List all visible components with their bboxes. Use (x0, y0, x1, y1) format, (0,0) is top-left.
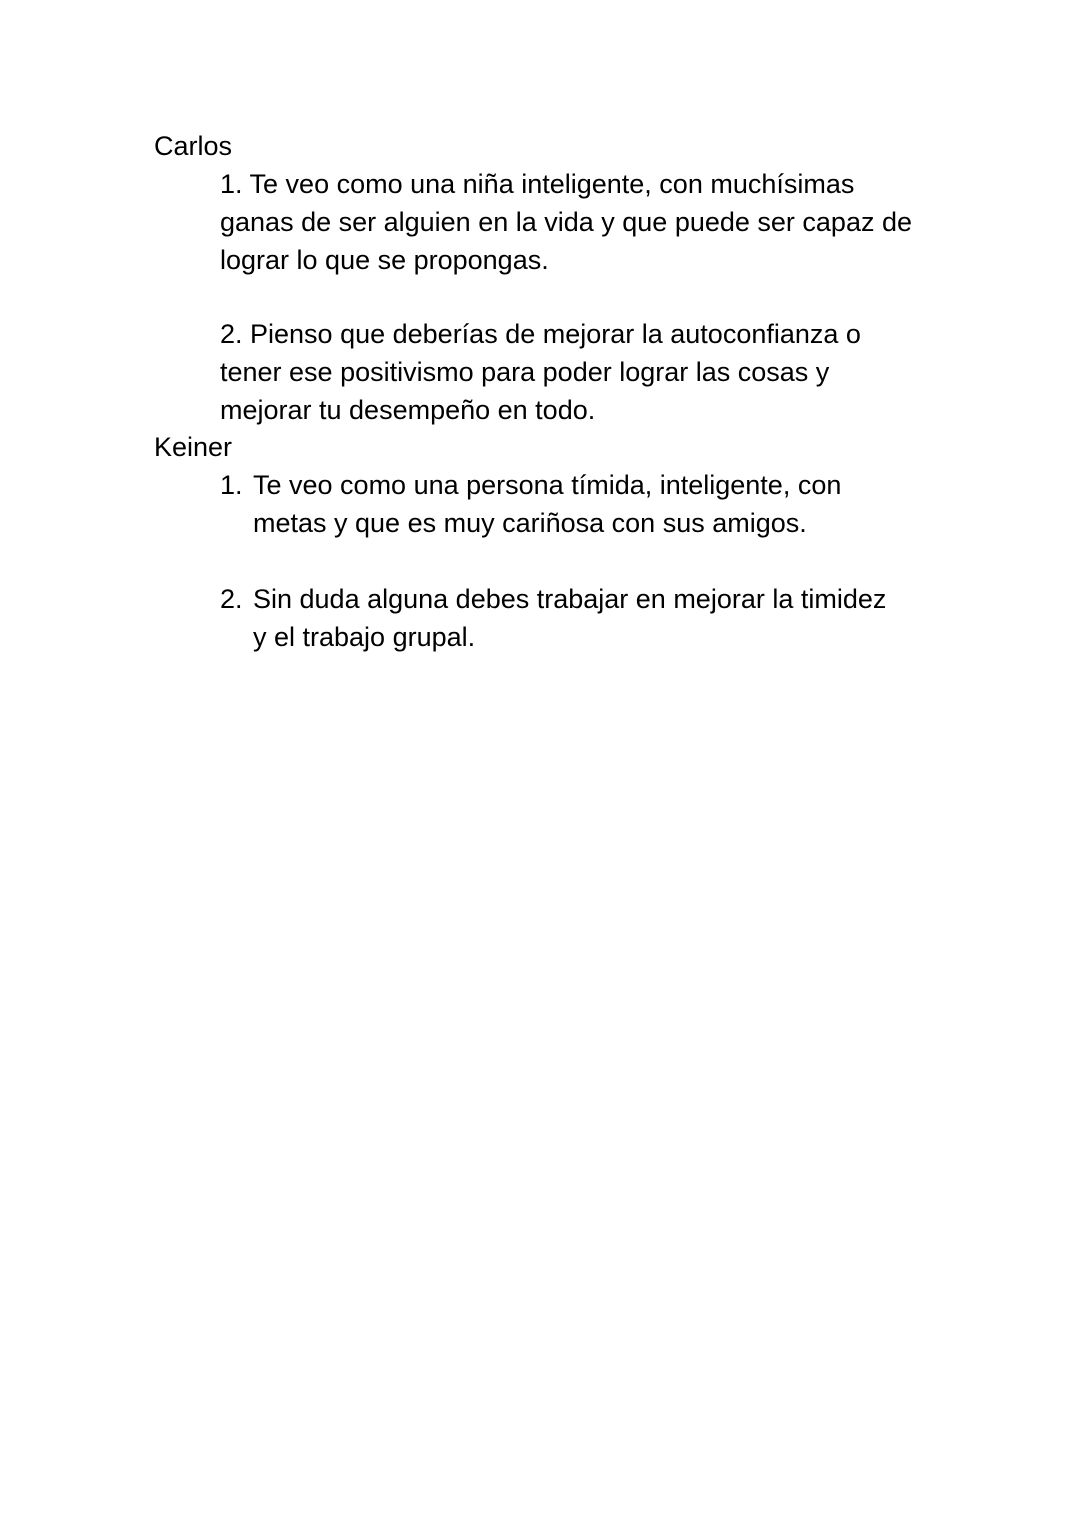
text-line: 1. Te veo como una niña inteligente, con muchísimas (220, 169, 855, 199)
text-line: lograr lo que se propongas. (220, 245, 549, 275)
list-number: 1. (220, 470, 243, 500)
list-number: 2. (220, 584, 243, 614)
text-line: 2. Pienso que deberías de mejorar la autoconfianza o (220, 319, 861, 349)
text-line: y el trabajo grupal. (253, 622, 476, 652)
text-line: Sin duda alguna debes trabajar en mejorar la timidez (253, 584, 887, 614)
text-line: Te veo como una persona tímida, inteligente, con (253, 470, 842, 500)
text-line: metas y que es muy cariñosa con sus amigos. (253, 508, 807, 538)
section-name-keiner: Keiner (154, 432, 233, 462)
text-line: tener ese positivismo para poder lograr las cosas y (220, 357, 830, 387)
text-line: ganas de ser alguien en la vida y que puede ser capaz de (220, 207, 912, 237)
text-line: mejorar tu desempeño en todo. (220, 395, 596, 425)
section-name-carlos: Carlos (154, 131, 233, 161)
